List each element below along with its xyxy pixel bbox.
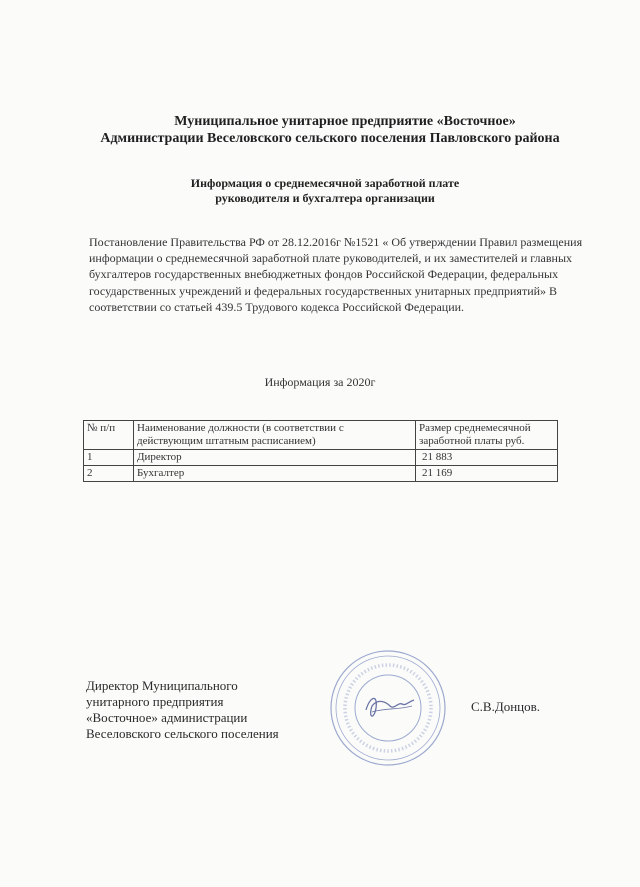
cell-position: Директор (134, 450, 416, 466)
salary-table (83, 420, 558, 482)
header-administration-line: Администрации Веселовского сельского поселения Павловского района (100, 131, 560, 146)
signature-title-line-1: Директор Муниципального (86, 678, 238, 693)
cell-number: 2 (84, 466, 134, 482)
official-stamp-seal (328, 648, 448, 768)
document-subtitle (160, 176, 490, 206)
table-row (84, 466, 558, 482)
signature-title-line-3: «Восточное» администрации (86, 710, 248, 725)
signer-name: С.В.Донцов. (471, 699, 541, 714)
header-organization-line: Муниципальное унитарное предприятие «Восточное» (174, 114, 516, 129)
cell-salary: 21 883 (416, 450, 558, 466)
header-cell-position: Наименование должности (в соответствии с действующим штатным расписанием) (134, 421, 416, 450)
subtitle-line-2: руководителя и бухгалтера организации (215, 191, 435, 205)
cell-number: 1 (84, 450, 134, 466)
cell-salary: 21 169 (416, 466, 558, 482)
table-header-row (84, 421, 558, 450)
signature-title-line-4: Веселовского сельского поселения (86, 726, 279, 741)
header-cell-number: № п/п (84, 421, 134, 450)
cell-position: Бухгалтер (134, 466, 416, 482)
document-header (70, 113, 590, 147)
table-row (84, 450, 558, 466)
signature-block (86, 678, 316, 742)
subtitle-line-1: Информация о среднемесячной заработной плате (190, 176, 460, 190)
signature-title-line-2: унитарного предприятия (86, 694, 224, 709)
regulation-paragraph: Постановление Правительства РФ от 28.12.2016г №1521 « Об утверждении Правил размещения информации о среднемесячной заработной плате руководителей, и их заместителей и главных бухгалтеров государственных внебюджетных фондов Российской Федерации, федеральных государственных учреждений и федеральных государственных унитарных предприятий» В соответствии со статьей 439.5 Трудового кодекса Российской Федерации. (89, 235, 583, 314)
year-title: Информация за 2020г (264, 375, 376, 389)
header-cell-salary: Размер среднемесячной заработной платы руб. (416, 421, 558, 450)
